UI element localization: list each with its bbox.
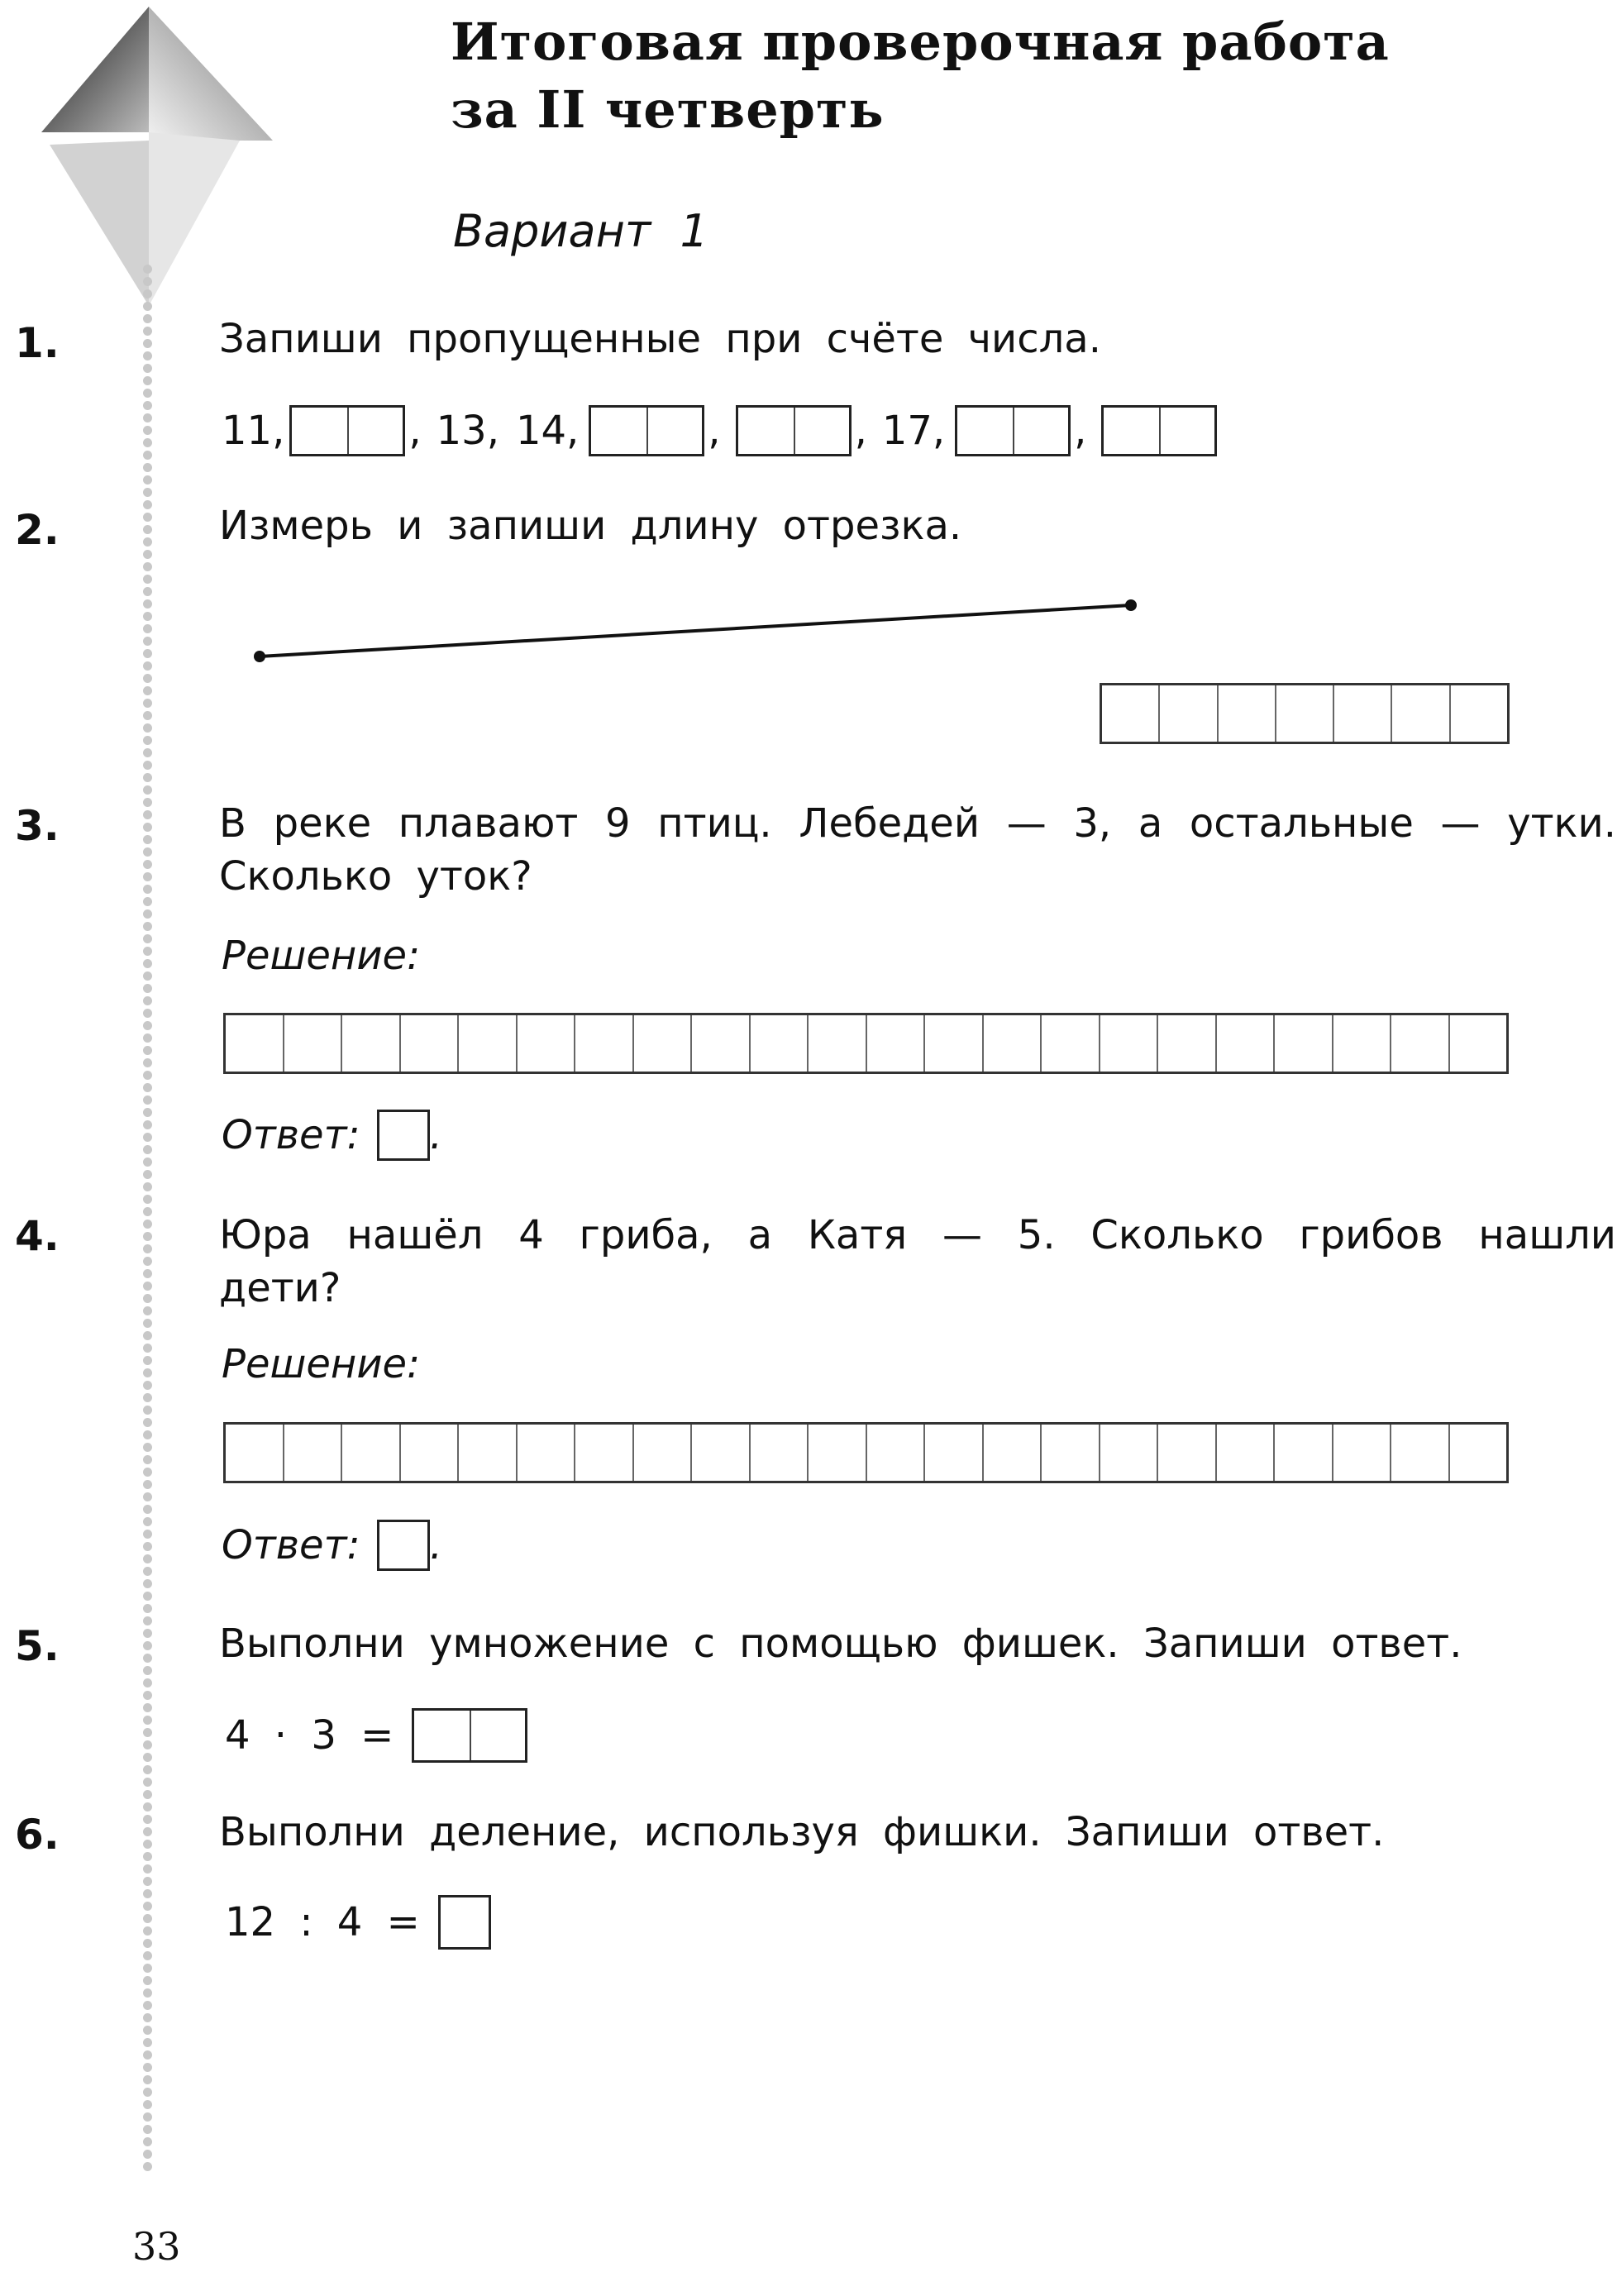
task-2-number: 2. [15,506,60,554]
grid-cell[interactable] [1099,1015,1157,1072]
task-5-expression [225,1708,527,1763]
margin-dot [143,1331,152,1340]
margin-dot [143,1418,152,1427]
margin-dot [143,736,152,745]
margin-dot [143,1294,152,1303]
task-5-number: 5. [15,1622,60,1670]
margin-dot [143,761,152,770]
margin-dot [143,1815,152,1824]
grid-cell[interactable] [399,1425,458,1481]
margin-dot [143,996,152,1005]
grid-cell[interactable] [1273,1015,1332,1072]
margin-dot [143,1976,152,1985]
grid-cell[interactable] [1215,1015,1274,1072]
grid-cell[interactable] [923,1425,982,1481]
margin-dot [143,2112,152,2122]
margin-dot [143,1802,152,1812]
margin-dot [143,897,152,906]
grid-cell[interactable] [632,1425,691,1481]
margin-dot [143,612,152,621]
margin-dot [143,463,152,472]
margin-dot [143,599,152,609]
margin-dot [143,1914,152,1923]
grid-cell[interactable] [1332,1425,1391,1481]
margin-dot [143,847,152,857]
margin-dot [143,885,152,894]
margin-dot [143,909,152,919]
task-6-text: Выполни деление, используя фишки. Запиши ответ. [219,1809,1385,1855]
margin-dot [143,1678,152,1687]
grid-cell[interactable] [690,1425,749,1481]
margin-dot [143,1170,152,1179]
margin-dot [143,2038,152,2047]
margin-dot [143,1009,152,1018]
margin-dot [143,426,152,435]
margin-dot [143,1530,152,1539]
grid-cell[interactable] [457,1425,516,1481]
sequence-number: 14, [515,408,580,454]
margin-dot [143,1542,152,1551]
margin-dot [143,1492,152,1501]
grid-cell[interactable] [866,1425,924,1481]
margin-dot [143,2001,152,2010]
margin-dot [143,537,152,547]
margin-dot [143,686,152,695]
task-4-answer: Ответ: . [222,1520,442,1571]
margin-dot [143,934,152,943]
grid-cell[interactable] [399,1015,458,1072]
grid-cell[interactable] [1448,1015,1507,1072]
margin-dot [143,1108,152,1117]
grid-cell[interactable] [283,1425,341,1481]
margin-dot [143,1654,152,1663]
grid-cell[interactable] [807,1425,866,1481]
margin-dot [143,1381,152,1390]
margin-dot [143,1133,152,1142]
margin-dot [143,1406,152,1415]
sequence-number: 11, [222,408,285,454]
task-2-answer-grid[interactable] [1100,683,1510,744]
grid-cell[interactable] [749,1015,808,1072]
margin-dot [143,637,152,646]
margin-dot [143,823,152,832]
margin-dot [143,1455,152,1464]
task-1-sequence: 11, , 13, 14, , , 17, , [222,401,1217,461]
answer-box[interactable] [289,405,405,456]
margin-dot [143,1145,152,1154]
margin-dot [143,810,152,819]
margin-dot [143,1616,152,1625]
task-3-number: 3. [15,802,60,850]
grid-cell[interactable] [807,1015,866,1072]
task-4-number: 4. [15,1212,60,1260]
margin-dot [143,2162,152,2171]
answer-box[interactable] [377,1110,430,1161]
margin-dot [143,1319,152,1328]
grid-cell[interactable] [226,1425,283,1481]
margin-dot [143,587,152,596]
grid-cell[interactable] [1157,1425,1215,1481]
answer-box[interactable] [377,1520,430,1571]
margin-dot [143,1356,152,1365]
margin-dot [143,500,152,509]
task-4-solution-label: Решение: [222,1341,421,1387]
margin-dot [143,1666,152,1675]
margin-dot [143,289,152,298]
margin-dot [143,513,152,522]
grid-cell[interactable] [1040,1425,1099,1481]
margin-dot [143,835,152,844]
margin-dot [143,860,152,869]
margin-dot [143,1393,152,1402]
grid-cell[interactable] [341,1015,399,1072]
answer-box[interactable] [438,1895,491,1950]
grid-cell[interactable] [1332,1015,1391,1072]
margin-dot [143,302,152,311]
task-4-solution-grid[interactable] [223,1422,1509,1483]
margin-dot [143,922,152,931]
margin-dot [143,1579,152,1588]
margin-dot [143,2088,152,2097]
task-5-text: Выполни умножение с помощью фишек. Запиши ответ. [219,1621,1462,1667]
task-6-number: 6. [15,1811,60,1859]
margin-dot [143,1430,152,1439]
margin-dot [143,1827,152,1836]
margin-dot [143,624,152,633]
margin-dot-column [139,265,155,2174]
margin-dot [143,1567,152,1576]
margin-dot [143,351,152,360]
task-3-text: В реке плавают 9 птиц. Лебедей — 3, а остальные — утки. Сколько уток? [219,800,1616,900]
margin-dot [143,1604,152,1613]
margin-dot [143,1120,152,1129]
grid-cell[interactable] [1099,1425,1157,1481]
margin-dot [143,1765,152,1774]
margin-dot [143,1864,152,1874]
expression-text: 12 : 4 = [225,1899,420,1945]
margin-dot [143,1306,152,1315]
margin-dot [143,1083,152,1092]
margin-dot [143,1517,152,1526]
margin-dot [143,984,152,993]
grid-cell[interactable] [516,1425,575,1481]
task-2-text: Измерь и запиши длину отрезка. [219,503,962,549]
margin-dot [143,1257,152,1266]
margin-dot [143,1058,152,1067]
margin-dot [143,1740,152,1749]
grid-cell[interactable] [866,1015,924,1072]
task-3-solution-label: Решение: [222,933,421,979]
answer-box[interactable] [589,405,704,456]
margin-dot [143,475,152,484]
margin-dot [143,1182,152,1191]
margin-dot [143,1269,152,1278]
margin-dot [143,1095,152,1105]
margin-dot [143,1443,152,1452]
margin-dot [143,1158,152,1167]
variant-label: Вариант 1 [453,205,708,257]
margin-dot [143,389,152,398]
margin-dot [143,1220,152,1229]
grid-cell[interactable] [1390,1015,1448,1072]
margin-dot [143,1889,152,1898]
sequence-number: 17, [881,408,946,454]
margin-dot [143,2125,152,2134]
answer-box[interactable] [1101,405,1217,456]
margin-dot [143,971,152,981]
margin-dot [143,1207,152,1216]
margin-dot [143,872,152,881]
task-1-text: Запиши пропущенные при счёте числа. [219,316,1101,362]
corner-decoration [33,0,314,314]
margin-dot [143,1902,152,1911]
grid-cell[interactable] [574,1425,632,1481]
margin-dot [143,711,152,720]
task-3-solution-grid[interactable] [223,1013,1509,1074]
margin-dot [143,1877,152,1886]
grid-cell[interactable] [457,1015,516,1072]
margin-dot [143,1964,152,1973]
grid-cell[interactable] [749,1425,808,1481]
sequence-number: 13, [436,408,499,454]
margin-dot [143,1716,152,1725]
margin-dot [143,1282,152,1291]
margin-dot [143,2100,152,2109]
margin-dot [143,1232,152,1241]
margin-dot [143,1753,152,1762]
margin-dot [143,947,152,956]
margin-dot [143,1021,152,1030]
margin-dot [143,1195,152,1204]
margin-dot [143,2050,152,2060]
margin-dot [143,1505,152,1514]
answer-box[interactable] [955,405,1071,456]
margin-dot [143,1728,152,1737]
grid-cell[interactable] [982,1425,1041,1481]
answer-label: Ответ: [222,1522,360,1568]
grid-cell[interactable] [690,1015,749,1072]
grid-cell[interactable] [226,1015,283,1072]
margin-dot [143,1790,152,1799]
margin-dot [143,314,152,323]
answer-label: Ответ: [222,1112,360,1158]
margin-dot [143,438,152,447]
margin-dot [143,1592,152,1601]
margin-dot [143,2075,152,2084]
margin-dot [143,327,152,336]
margin-dot [143,1778,152,1787]
grid-cell[interactable] [1273,1425,1332,1481]
margin-dot [143,265,152,274]
task-1-number: 1. [15,319,60,367]
grid-cell[interactable] [574,1015,632,1072]
margin-dot [143,277,152,286]
margin-dot [143,959,152,968]
grid-cell[interactable] [1215,1425,1274,1481]
margin-dot [143,1988,152,1998]
margin-dot [143,1939,152,1948]
margin-dot [143,2013,152,2022]
margin-dot [143,376,152,385]
margin-dot [143,1046,152,1055]
grid-cell[interactable] [923,1015,982,1072]
margin-dot [143,1926,152,1936]
page-number: 33 [132,2224,181,2269]
margin-dot [143,1703,152,1712]
expression-text: 4 · 3 = [225,1712,394,1759]
margin-dot [143,550,152,559]
margin-dot [143,413,152,422]
margin-dot [143,1641,152,1650]
margin-dot [143,798,152,807]
margin-dot [143,401,152,410]
margin-dot [143,2026,152,2035]
answer-box[interactable] [412,1708,527,1763]
margin-dot [143,2137,152,2146]
margin-dot [143,451,152,460]
margin-dot [143,1840,152,1849]
margin-dot [143,723,152,733]
margin-dot [143,773,152,782]
grid-cell[interactable] [1040,1015,1099,1072]
margin-dot [143,649,152,658]
margin-dot [143,1071,152,1080]
page-title: Итоговая проверочная работа за II четверть [451,12,1390,140]
margin-dot [143,575,152,584]
margin-dot [143,364,152,373]
margin-dot [143,1033,152,1043]
margin-dot [143,488,152,497]
margin-dot [143,562,152,571]
margin-dot [143,1344,152,1353]
grid-cell[interactable] [632,1015,691,1072]
task-3-answer: Ответ: . [222,1110,442,1161]
grid-cell[interactable] [283,1015,341,1072]
margin-dot [143,1244,152,1253]
margin-dot [143,2150,152,2159]
margin-dot [143,1691,152,1700]
margin-dot [143,1951,152,1960]
grid-cell[interactable] [982,1015,1041,1072]
margin-dot [143,661,152,671]
margin-dot [143,1480,152,1489]
margin-dot [143,1554,152,1563]
margin-dot [143,1629,152,1638]
margin-dot [143,785,152,795]
measure-segment [248,592,1157,675]
grid-cell[interactable] [1157,1015,1215,1072]
grid-cell[interactable] [1390,1425,1448,1481]
task-6-expression [225,1895,491,1950]
margin-dot [143,674,152,683]
task-4-text: Юра нашёл 4 гриба, а Катя — 5. Сколько грибов нашли дети? [219,1212,1616,1311]
margin-dot [143,339,152,348]
grid-cell[interactable] [341,1425,399,1481]
grid-cell[interactable] [1448,1425,1507,1481]
margin-dot [143,1368,152,1377]
answer-box[interactable] [736,405,852,456]
margin-dot [143,525,152,534]
grid-cell[interactable] [516,1015,575,1072]
margin-dot [143,748,152,757]
margin-dot [143,1468,152,1477]
margin-dot [143,699,152,708]
margin-dot [143,2063,152,2072]
margin-dot [143,1852,152,1861]
